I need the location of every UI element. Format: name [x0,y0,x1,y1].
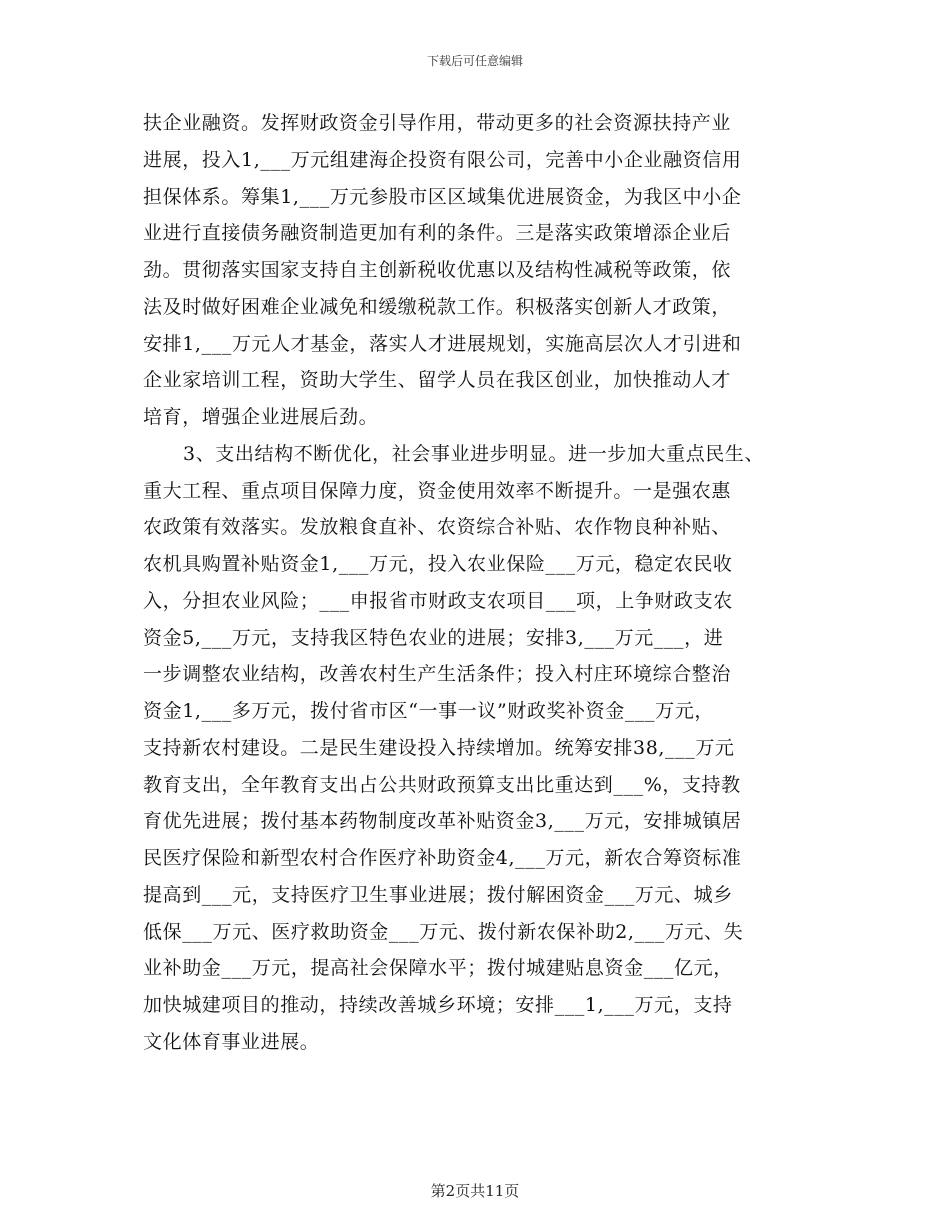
text-line: 培育，增强企业进展后劲。 [143,406,379,428]
text-line: 重大工程、重点项目保障力度，资金使用效率不断提升。一是强农惠 [143,479,732,502]
text-line: 业进行直接债务融资制造更加有利的条件。三是落实政策增添企业后 [143,222,732,245]
text-line: 支持新农村建设。二是民生建设投入持续增加。统筹安排38,___万元 [143,736,735,759]
document-body [143,105,823,1061]
text-line: 育优先进展；拨付基本药物制度改革补贴资金3,___万元，安排城镇居 [143,810,742,833]
text-line: 教育支出，全年教育支出占公共财政预算支出比重达到___%，支持教 [143,773,741,796]
text-line: 安排1,___万元人才基金，落实人才进展规划，实施高层次人才引进和 [143,332,742,355]
text-line: 民医疗保险和新型农村合作医疗补助资金4,___万元，新农合筹资标准 [143,847,742,869]
paragraph-heading-line: 3、支出结构不断优化，社会事业进步明显。进一步加大重点民生、 [183,442,765,465]
text-line: 低保___万元、医疗救助资金___万元、拨付新农保补助2,___万元、失 [143,920,744,943]
text-line: 农机具购置补贴资金1,___万元，投入农业保险___万元，稳定农民收 [143,553,733,575]
text-line: 劲。贯彻落实国家支持自主创新税收优惠以及结构性减税等政策，依 [143,259,732,281]
text-line: 业补助金___万元，提高社会保障水平；拨付城建贴息资金___亿元， [143,957,733,980]
text-line: 提高到___元，支持医疗卫生事业进展；拨付解困资金___万元、城乡 [143,883,733,906]
text-line: 法及时做好困难企业减免和缓缴税款工作。积极落实创新人才政策， [143,295,732,318]
page-header-note: 下载后可任意编辑 [426,54,523,68]
text-line: 担保体系。筹集1,___万元参股市区区域集优进展资金，为我区中小企 [143,185,742,208]
text-line: 农政策有效落实。发放粮食直补、农资综合补贴、农作物良种补贴、 [143,516,732,539]
text-line: 企业家培训工程，资助大学生、留学人员在我区创业，加快推动人才 [143,369,732,392]
text-line: 入，分担农业风险；___申报省市财政支农项目___项，上争财政支农 [143,589,733,612]
text-line: 文化体育事业进展。 [143,1030,320,1053]
text-line: 扶企业融资。发挥财政资金引导作用，带动更多的社会资源扶持产业 [143,112,732,134]
text-line: 资金1,___多万元，拨付省市区“一事一议”财政奖补资金___万元， [143,700,714,722]
page-number-footer: 第2页共11页 [430,1182,520,1200]
text-line: 一步调整农业结构，改善农村生产生活条件；投入村庄环境综合整治 [143,663,732,686]
text-line: 加快城建项目的推动，持续改善城乡环境；安排___1,___万元，支持 [143,994,733,1016]
text-line: 资金5,___万元，支持我区特色农业的进展；安排3,___万元___，进 [143,626,724,649]
text-line: 进展，投入1,___万元组建海企投资有限公司，完善中小企业融资信用 [143,148,742,171]
